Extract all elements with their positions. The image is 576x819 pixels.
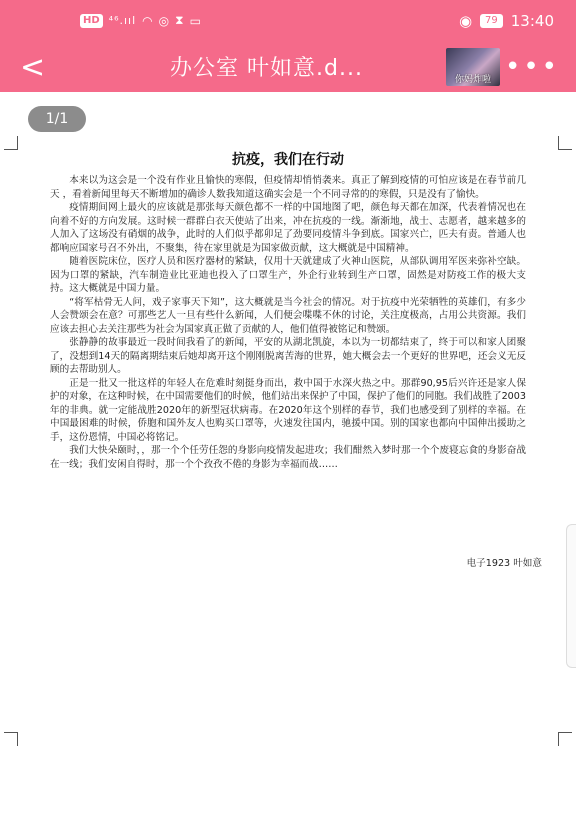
hd-badge: HD (80, 14, 103, 28)
battery-icon: 79 (480, 14, 503, 28)
paragraph: “将军枯骨无人问，戏子家事天下知”，这大概就是当今社会的情况。对于抗疫中光荣牺牲的英雄们，有多少人会赞颂会在意？可那些艺人一旦有些什么新闻，人们便会喋喋不休的讨论，关注度极高，占用公共资源。我们应该去担心去关注那些为社会为国家真正做了贡献的人，他们值得被铭记和赞颂。 (50, 296, 526, 335)
time: 13:40 (510, 12, 554, 30)
side-scroll-handle[interactable] (566, 524, 576, 668)
crop-mark-top-right (558, 136, 572, 150)
paragraph: 我们大快朵颐时，，那一个个任劳任怨的身影向疫情发起进攻；我们酣然入梦时那一个个废寝忘食的身影奋战在一线；我们安闲自得时，那一个个孜孜不倦的身影为幸福而战…… (50, 445, 526, 470)
avatar[interactable] (446, 48, 500, 86)
document-body (50, 148, 526, 471)
top-toolbar (0, 46, 576, 92)
page-indicator: 1/1 (28, 106, 86, 132)
document-page[interactable] (0, 92, 576, 819)
signature: 电子1923 叶如意 (466, 558, 542, 569)
crop-mark-bottom-left (4, 732, 18, 746)
eye-icon: ◉ (458, 12, 473, 30)
paragraph: 疫情期间网上最火的应该就是那张每天颜色都不一样的中国地图了吧，颜色每天都在加深，代表着情况也在向着不好的方向发展。这时候一群群白衣天使站了出来，冲在抗疫的一线。渐渐地，战士、志愿者，越来越多的人加入了这场没有硝烟的战争，此时的人们似乎都卯足了劲要同疫情斗争到底。国家兴亡，匹夫有责。普通人也都响应国家号召不外出，不聚集，待在家里就是为国家做贡献，这大概就是中国精神。 (50, 202, 526, 254)
signal-icon: ⁴⁶.ııl (108, 14, 137, 27)
paragraph: 正是一批又一批这样的年轻人在危难时刻挺身而出，救中国于水深火热之中。那群90,95后兴许还是家人保护的对象，在这种时候，在中国需要他们的时候，他们站出来保护了中国，保护了他们的同胞。我们战胜了2003年的非典。就一定能战胜2020年的新型冠状病毒。在2020年这个别样的春节，我们也感受到了别样的幸福。在中国最困难的时候，侨胞和国外友人也购买口罩等，火速发往国内，驰援中国。别的国家也都向中国伸出援助之手，这份恩情，中国必将铭记。 (50, 377, 526, 443)
app-icon: ▭ (189, 13, 201, 28)
document-title: 办公室 叶如意.d... (170, 56, 363, 81)
hourglass-icon: ⧗ (175, 13, 184, 27)
crop-mark-bottom-right (558, 732, 572, 746)
wifi-icon: ◠ (142, 13, 153, 28)
avatar-caption: 你妈炸啦 (454, 75, 491, 85)
status-bar (0, 0, 576, 46)
more-menu-button[interactable]: ••• (504, 52, 560, 82)
notification-icon: ◎ (158, 13, 170, 28)
back-button[interactable]: < (20, 50, 46, 85)
paragraph: 张静静的故事最近一段时间我看了的新闻，平安的从湖北凯旋，本以为一切都结束了，终于可以和家人团聚了，没想到14天的隔离期结束后她却离开这个刚刚脱离苦海的世界，她大概会去一个更好的世界吧，还会义无反顾的去帮助别人。 (50, 337, 526, 375)
essay-title: 抗疫，我们在行动 (232, 152, 344, 168)
crop-mark-top-left (4, 136, 18, 150)
paragraph: 随着医院床位，医疗人员和医疗器材的紧缺，仅用十天就建成了火神山医院，从部队调用军医来弥补空缺。因为口罩的紧缺，汽车制造业比亚迪也投入了口罩生产，外企行业转到生产口罩，固然是对防疫工作的极大支持。这大概就是中国力量。 (50, 256, 526, 294)
paragraph: 本来以为这会是一个没有作业且愉快的寒假，但疫情却悄悄袭来。真正了解到疫情的可怕应该是在春节前几天 ，看着新闻里每天不断增加的确诊人数我知道这确实会是一个不同寻常的的寒假，只是没有了愉快。 (50, 175, 526, 200)
